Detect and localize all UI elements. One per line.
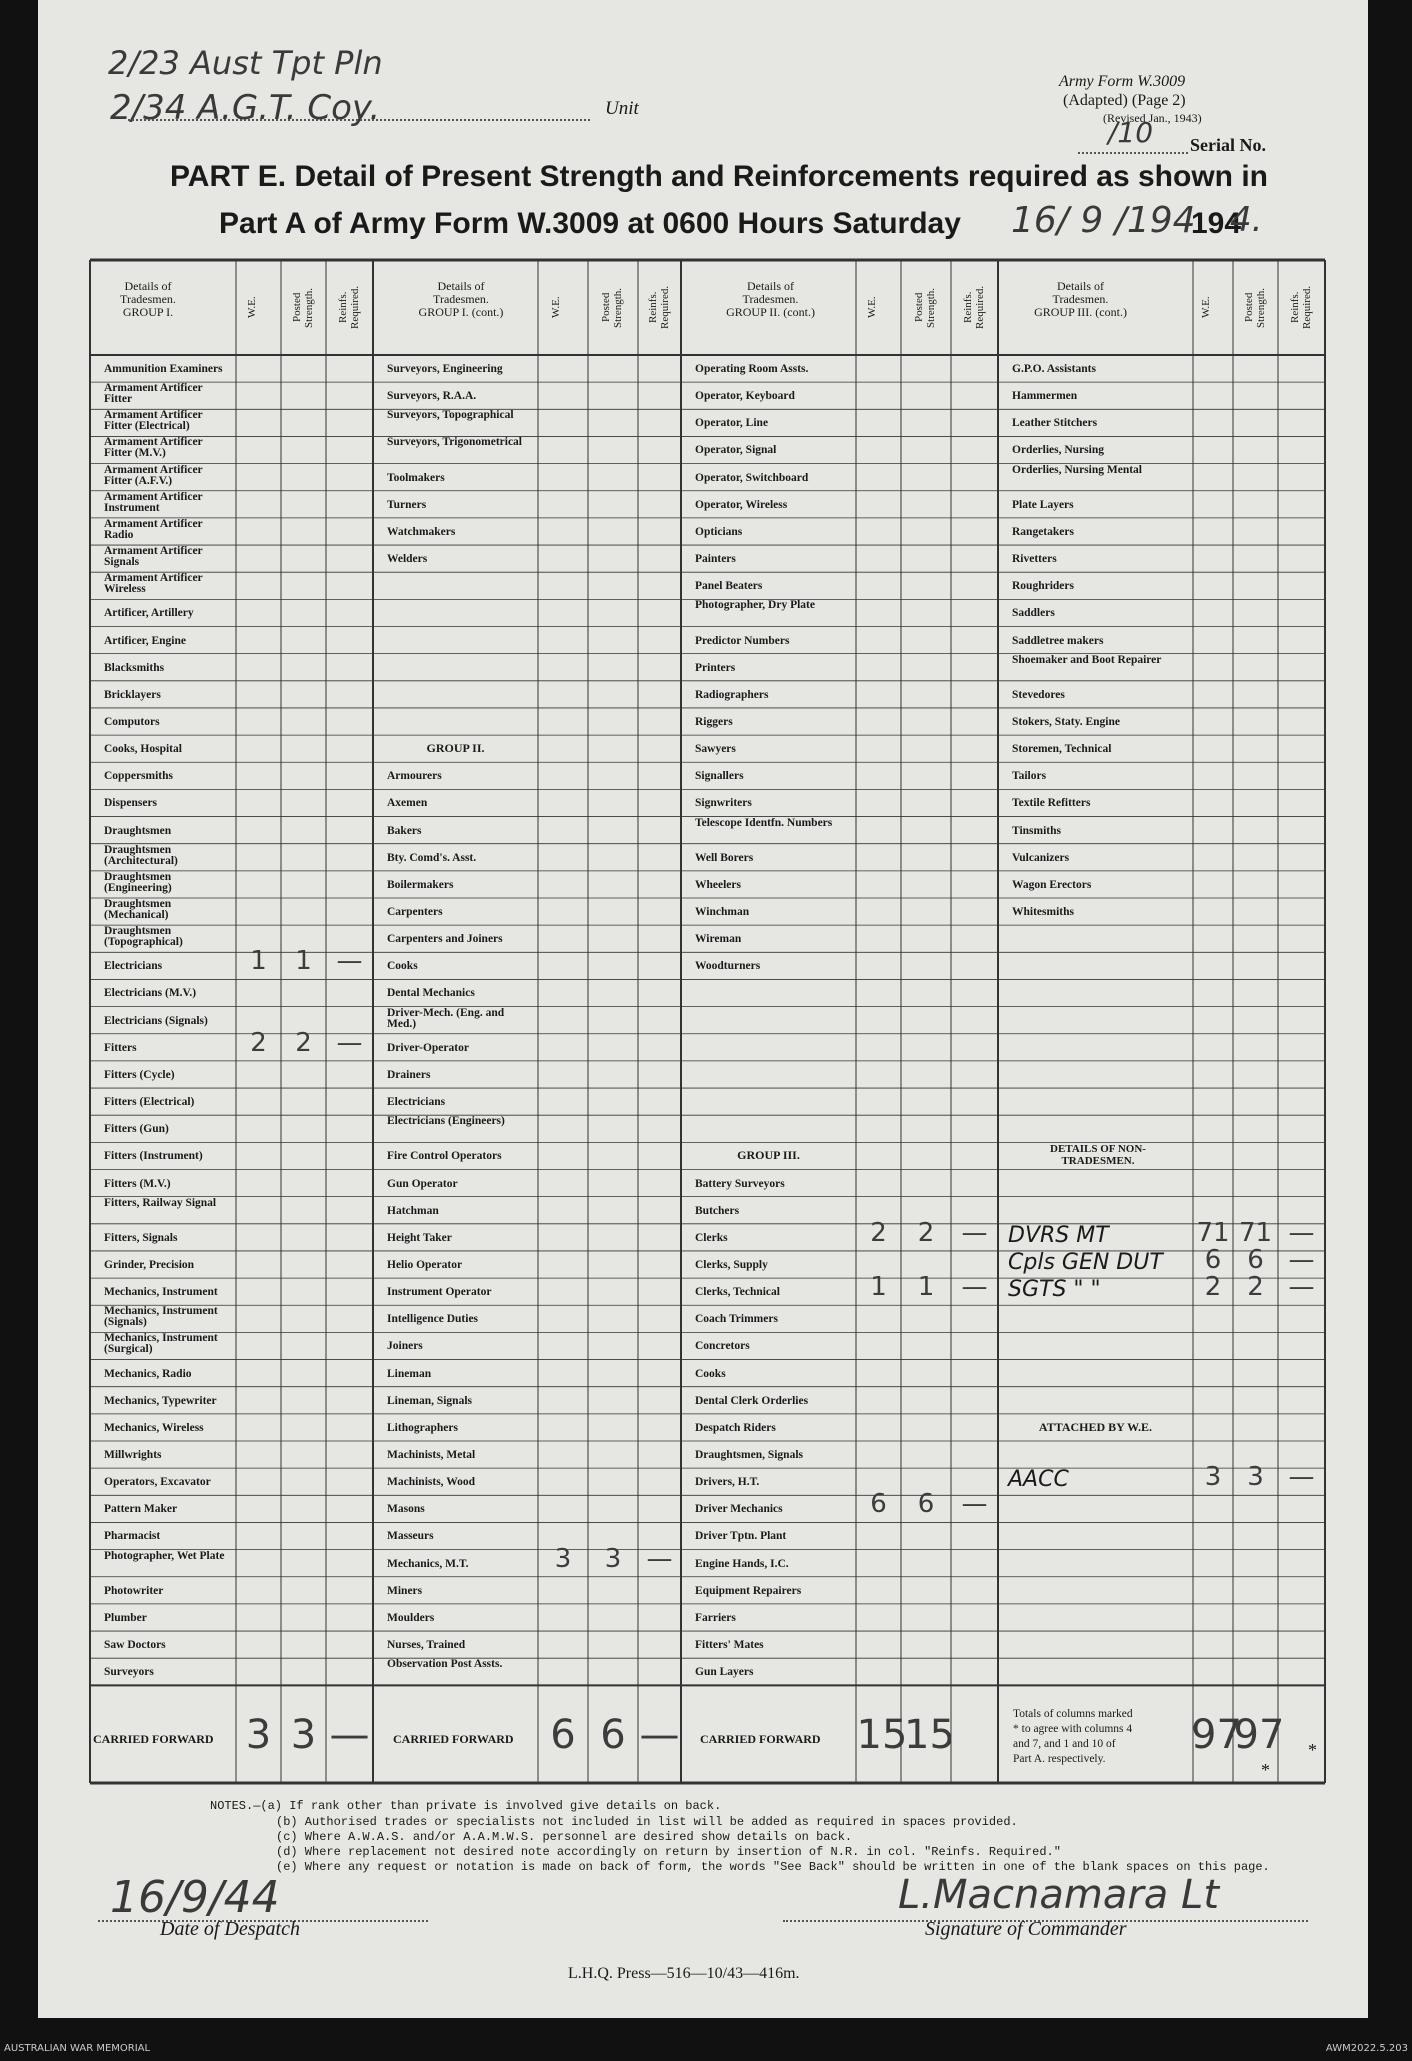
entry-value: 6 [1247, 1244, 1264, 1275]
title-line-1: PART E. Detail of Present Strength and Reinforcements required as shown in [170, 160, 1268, 193]
row-label-group-2-cont: Photographer, Dry Plate [695, 600, 815, 612]
despatch-date-handwriting: 16/9/44 [110, 1872, 280, 1923]
row-label-group-3-cont: Leather Stitchers [1012, 418, 1098, 430]
row-label-group-2-cont: Telescope Identfn. Numbers [695, 817, 833, 829]
row-label-group-1: Fitters, Railway Signal [104, 1197, 217, 1209]
carried-forward-value: 6 [550, 1712, 576, 1758]
entry-value: — [1288, 1244, 1315, 1275]
asterisk-2: * [1308, 1740, 1317, 1760]
row-label-group-1: Artificer, Engine [104, 635, 186, 647]
entry-value: 6 [870, 1489, 887, 1520]
header-posted-g3: Posted Strength. [913, 287, 937, 328]
row-label-group-1: Photographer, Wet Plate [104, 1550, 225, 1562]
row-label-group-2-cont: Woodturners [695, 961, 761, 973]
row-label-group-2-cont: Farriers [695, 1612, 736, 1624]
row-label-group-2-cont: Gun Layers [695, 1667, 754, 1679]
row-label-group-3-cont: Hammermen [1012, 391, 1078, 403]
header-details-group-1: Details of Tradesmen. GROUP I. [120, 279, 176, 319]
row-label-group-1-cont: Bakers [387, 825, 422, 837]
entry-value: 71 [1238, 1217, 1273, 1248]
row-label-group-3-cont: Stokers, Staty. Engine [1012, 716, 1120, 728]
credit-right: AWM2022.5.203 [1325, 2043, 1408, 2054]
form-sheet [38, 0, 1368, 2018]
row-label-group-2-cont: Signallers [695, 771, 744, 783]
row-label-group-1-cont: Surveyors, Engineering [387, 364, 503, 375]
row-label-group-3-cont: DETAILS OF NON-TRADESMEN. [1050, 1143, 1146, 1168]
row-label-group-1: Armament Artificer Wireless [104, 573, 203, 596]
row-label-group-3-cont: Rangetakers [1012, 526, 1074, 538]
row-label-group-1: Armament Artificer Radio [104, 518, 203, 541]
entry-value: — [646, 1543, 673, 1574]
entry-value: 71 [1196, 1217, 1230, 1248]
row-label-group-1: Millwrights [104, 1450, 162, 1461]
entry-value: 1 [870, 1272, 887, 1303]
row-label-group-3-cont: Orderlies, Nursing Mental [1012, 464, 1142, 476]
row-label-group-1: Armament Artificer Fitter [104, 383, 203, 406]
row-label-group-2-cont: Operator, Keyboard [695, 391, 795, 403]
row-label-group-1: Plumber [104, 1612, 147, 1624]
row-label-group-1-cont: Electricians (Engineers) [387, 1116, 505, 1128]
row-label-group-1-cont: Carpenters and Joiners [387, 934, 503, 946]
entry-value: 2 [1247, 1272, 1264, 1303]
entry-value: 1 [295, 946, 312, 977]
total-value: 97 [1233, 1712, 1285, 1758]
row-label-group-1: Draughtsmen (Mechanical) [104, 899, 172, 921]
row-label-group-1-cont: Masseurs [387, 1531, 434, 1543]
carried-forward-value: 6 [600, 1712, 626, 1758]
row-label-group-2-cont: Driver Tptn. Plant [695, 1531, 787, 1543]
row-label-group-1-cont: Driver-Mech. (Eng. and Med.) [387, 1007, 505, 1030]
header-posted-g1: Posted Strength. [290, 287, 315, 328]
row-label-group-1-cont: Electricians [387, 1097, 446, 1109]
row-label-group-1-cont: Driver-Operator [387, 1042, 469, 1054]
row-label-group-2-cont: Painters [695, 554, 736, 566]
row-label-group-1: Draughtsmen (Architectural) [104, 844, 178, 867]
row-label-group-1-cont: Hatchman [387, 1205, 439, 1217]
row-label-group-1-cont: Height Taker [387, 1232, 452, 1244]
row-label-group-2-cont: Predictor Numbers [695, 635, 790, 647]
entry-value: — [1288, 1462, 1315, 1493]
press-imprint: L.H.Q. Press—516—10/43—416m. [568, 1965, 800, 1982]
entry-value: — [961, 1489, 988, 1520]
row-label-group-3-cont: Whitesmiths [1012, 907, 1074, 918]
row-label-group-1-cont: Instrument Operator [387, 1287, 492, 1299]
row-label-group-1-cont: Drainers [387, 1069, 431, 1081]
header-we-g3: W.E. [865, 296, 878, 319]
row-label-group-3-cont: G.P.O. Assistants [1012, 364, 1096, 375]
row-label-group-2-cont: Wheelers [695, 879, 741, 891]
row-label-group-1: Mechanics, Instrument [104, 1287, 218, 1299]
row-label-group-1-cont: Turners [387, 499, 427, 511]
row-label-group-2-cont: Panel Beaters [695, 581, 763, 593]
row-label-group-2-cont: Draughtsmen, Signals [695, 1450, 803, 1461]
header-posted-g4: Posted Strength. [1242, 287, 1267, 328]
carried-forward-label-3: CARRIED FORWARD [700, 1734, 821, 1745]
row-label-group-1: Operators, Excavator [104, 1477, 211, 1489]
row-label-group-1: Draughtsmen (Topographical) [104, 926, 183, 949]
row-label-group-2-cont: Operator, Signal [695, 445, 777, 457]
row-label-group-1-cont: Surveyors, R.A.A. [387, 391, 477, 403]
row-label-group-2-cont: Coach Trimmers [695, 1314, 778, 1326]
header-we-g2: W.E. [550, 296, 562, 319]
row-label-group-3-cont: Shoemaker and Boot Repairer [1012, 654, 1162, 666]
header-details-group-3-cont: Details of Tradesmen. GROUP III. (cont.) [1034, 279, 1127, 319]
row-label-group-1: Computors [104, 716, 160, 728]
entry-value: 1 [917, 1272, 935, 1303]
row-label-group-3-cont: Storemen, Technical [1012, 744, 1112, 756]
header-we-g1: W.E. [245, 296, 258, 319]
row-label-group-3-cont: Stevedores [1012, 689, 1065, 701]
row-label-group-1-cont: Cooks [387, 961, 418, 973]
carried-forward-value: 15 [904, 1712, 955, 1758]
row-label-group-1: Pattern Maker [104, 1504, 178, 1516]
row-label-group-1-cont: Dental Mechanics [387, 988, 475, 1000]
form-adapted: (Adapted) (Page 2) [1063, 92, 1186, 109]
row-label-group-2-cont: Riggers [695, 716, 733, 728]
row-label-group-1: Draughtsmen (Engineering) [104, 871, 172, 894]
row-label-group-1-cont: Axemen [387, 798, 428, 810]
entry-value: — [961, 1272, 988, 1303]
entry-value: 2 [250, 1027, 267, 1058]
row-label-group-1: Coppersmiths [104, 771, 174, 783]
row-label-group-1: Armament Artificer Fitter (Electrical) [104, 410, 203, 433]
row-label-group-1-cont: Surveyors, Topographical [387, 410, 514, 422]
carried-forward-label-1: CARRIED FORWARD [93, 1734, 214, 1745]
row-label-group-1-cont: Joiners [387, 1341, 423, 1353]
note-b: (b) Authorised trades or specialists not included in list will be added as required in spaces provided. [276, 1815, 1018, 1829]
title-year: 194 [1191, 207, 1242, 240]
row-label-group-2-cont: Fitters' Mates [695, 1640, 764, 1652]
row-label-group-1: Saw Doctors [104, 1640, 166, 1652]
row-label-group-1-cont: Watchmakers [387, 526, 456, 538]
row-label-group-3-cont: Rivetters [1012, 554, 1057, 566]
totals-note: Totals of columns marked * to agree with columns 4 and 7, and 1 and 10 of Part A. respectively. [1013, 1708, 1133, 1765]
header-we-g4: W.E. [1200, 296, 1212, 319]
header-reinfs-g3: Reinfs. Required. [961, 285, 986, 330]
despatch-label: Date of Despatch [160, 1918, 300, 1940]
row-label-group-2-cont: Despatch Riders [695, 1422, 776, 1434]
entry-value: — [1288, 1272, 1315, 1303]
row-label-group-3-cont: SGTS " " [1008, 1277, 1101, 1303]
row-label-group-2-cont: Winchman [695, 907, 750, 918]
row-label-group-3-cont: Cpls GEN DUT [1008, 1249, 1163, 1275]
row-label-group-1-cont: Moulders [387, 1612, 435, 1624]
signature-label: Signature of Commander [925, 1918, 1127, 1940]
row-label-group-1: Ammunition Examiners [104, 364, 223, 375]
row-label-group-2-cont: Operator, Switchboard [695, 472, 809, 484]
row-label-group-3-cont: Wagon Erectors [1012, 879, 1092, 891]
entry-value: 2 [295, 1027, 312, 1058]
row-label-group-1: Mechanics, Radio [104, 1368, 192, 1380]
row-label-group-2-cont: Sawyers [695, 744, 736, 756]
row-label-group-3-cont: Orderlies, Nursing [1012, 445, 1104, 457]
row-label-group-1-cont: Intelligence Duties [387, 1314, 479, 1326]
entry-value: 3 [604, 1543, 622, 1574]
row-label-group-1: Mechanics, Typewriter [104, 1395, 217, 1407]
row-label-group-3-cont: Saddletree makers [1012, 635, 1104, 647]
row-label-group-2-cont: Drivers, H.T. [695, 1477, 760, 1489]
row-label-group-3-cont: Tailors [1012, 771, 1047, 783]
row-label-group-1-cont: Masons [387, 1504, 425, 1516]
row-label-group-1: Electricians (Signals) [104, 1015, 208, 1027]
row-label-group-1-cont: Gun Operator [387, 1178, 458, 1190]
row-label-group-1-cont: Lithographers [387, 1422, 458, 1434]
row-label-group-3-cont: Plate Layers [1012, 499, 1074, 511]
row-label-group-1: Cooks, Hospital [104, 744, 182, 756]
entry-value: — [1288, 1217, 1315, 1248]
note-d: (d) Where replacement not desired note accordingly on return by insertion of N.R. in col. "Reinfs. Required." [276, 1845, 1061, 1859]
asterisk-1: * [1261, 1760, 1270, 1780]
row-label-group-1: Pharmacist [104, 1531, 161, 1543]
row-label-group-2-cont: Driver Mechanics [695, 1504, 783, 1516]
row-label-group-1: Electricians [104, 961, 163, 973]
row-label-group-1-cont: Helio Operator [387, 1259, 463, 1271]
row-label-group-3-cont: ATTACHED BY W.E. [1038, 1419, 1153, 1434]
row-label-group-2-cont: Operator, Wireless [695, 499, 788, 511]
header-reinfs-g2: Reinfs. Required. [646, 285, 671, 330]
row-label-group-1-cont: Lineman [387, 1368, 432, 1380]
row-label-group-1-cont: Carpenters [387, 907, 443, 918]
entry-value: 2 [917, 1217, 935, 1248]
row-label-group-1: Fitters (Electrical) [104, 1097, 195, 1109]
row-label-group-1: Fitters [104, 1042, 137, 1054]
row-label-group-1: Armament Artificer Instrument [104, 491, 203, 514]
row-label-group-1-cont: Welders [387, 554, 428, 566]
entry-value: 6 [917, 1489, 935, 1520]
row-label-group-2-cont: Concretors [695, 1341, 750, 1353]
row-label-group-1-cont: Observation Post Assts. [387, 1659, 503, 1671]
row-label-group-2-cont: Dental Clerk Orderlies [695, 1395, 809, 1407]
row-label-group-2-cont: Radiographers [695, 689, 769, 701]
row-label-group-1-cont: Nurses, Trained [387, 1640, 466, 1652]
row-label-group-1: Draughtsmen [104, 825, 172, 837]
header-reinfs-g4: Reinfs. Required. [1288, 285, 1313, 330]
date-handwriting: 16/ 9 /194 [1011, 200, 1196, 241]
row-label-group-1: Photowriter [104, 1585, 164, 1597]
row-label-group-1: Fitters (Cycle) [104, 1069, 175, 1081]
row-label-group-2-cont: Opticians [695, 526, 743, 538]
row-label-group-1: Mechanics, Instrument (Signals) [104, 1306, 218, 1329]
header-posted-g2: Posted Strength. [600, 287, 624, 328]
form-number: Army Form W.3009 [1059, 73, 1186, 90]
credit-left: AUSTRALIAN WAR MEMORIAL [4, 2043, 151, 2054]
row-label-group-3-cont: DVRS MT [1008, 1222, 1109, 1248]
row-label-group-1: Electricians (M.V.) [104, 988, 197, 1000]
unit-label: Unit [605, 98, 639, 119]
entry-value: — [961, 1217, 988, 1248]
entry-value: 3 [1204, 1462, 1222, 1493]
entry-value: — [336, 946, 363, 977]
row-label-group-1-cont: Machinists, Wood [387, 1477, 475, 1489]
row-label-group-3-cont: Vulcanizers [1012, 852, 1070, 864]
entry-value: 3 [554, 1543, 572, 1574]
row-label-group-1: Armament Artificer Fitter (M.V.) [104, 437, 203, 460]
row-label-group-1: Fitters (Gun) [104, 1124, 169, 1136]
row-label-group-1-cont: Machinists, Metal [387, 1450, 476, 1461]
row-label-group-2-cont: Well Borers [695, 852, 754, 864]
row-label-group-1-cont: Mechanics, M.T. [387, 1558, 469, 1570]
row-label-group-1: Mechanics, Wireless [104, 1422, 204, 1434]
title-line-2: Part A of Army Form W.3009 at 0600 Hours Saturday [219, 207, 961, 240]
row-label-group-3-cont: Textile Refitters [1012, 798, 1091, 810]
row-label-group-1: Armament Artificer Signals [104, 546, 203, 569]
row-label-group-2-cont: Wireman [695, 934, 742, 946]
row-label-group-2-cont: Clerks, Supply [695, 1259, 768, 1271]
row-label-group-3-cont: Tinsmiths [1012, 825, 1062, 837]
row-label-group-1-cont: Fire Control Operators [387, 1151, 502, 1163]
serial-label: Serial No. [1190, 135, 1266, 155]
row-label-group-2-cont: Signwriters [695, 798, 752, 810]
row-label-group-2-cont: Battery Surveyors [695, 1178, 785, 1190]
row-label-group-1: Fitters (Instrument) [104, 1151, 203, 1163]
entry-value: 6 [1204, 1244, 1222, 1275]
row-label-group-1: Mechanics, Instrument (Surgical) [104, 1333, 218, 1356]
total-value: 97 [1191, 1712, 1242, 1758]
header-reinfs-g1: Reinfs. Required. [336, 285, 361, 330]
row-label-group-1-cont: Lineman, Signals [387, 1395, 472, 1407]
row-label-group-1: Blacksmiths [104, 662, 165, 674]
row-label-group-1-cont: Armourers [387, 771, 442, 783]
carried-forward-value: — [329, 1712, 370, 1758]
row-label-group-2-cont: GROUP III. [737, 1148, 800, 1163]
year-digit-handwriting: 4. [1230, 200, 1263, 240]
header-details-group-1-cont: Details of Tradesmen. GROUP I. (cont.) [418, 279, 504, 319]
carried-forward-value: 3 [290, 1712, 317, 1758]
row-label-group-3-cont: Saddlers [1012, 608, 1055, 620]
carried-forward-value: 3 [245, 1712, 272, 1758]
row-label-group-2-cont: Operating Room Assts. [695, 364, 809, 375]
row-label-group-2-cont: Clerks [695, 1232, 728, 1244]
row-label-group-2-cont: Clerks, Technical [695, 1287, 780, 1299]
note-c: (c) Where A.W.A.S. and/or A.A.M.W.S. personnel are desired show details on back. [276, 1830, 853, 1844]
form-revised: (Revised Jan., 1943) [1103, 111, 1202, 125]
note-e: (e) Where any request or notation is made on back of form, the words "See Back" should be written in one of the blank spaces on this page. [276, 1860, 1270, 1874]
row-label-group-1: Dispensers [104, 798, 158, 810]
unit-handwriting-1: 2/23 Aust Tpt Pln [108, 44, 383, 82]
header-details-group-2-cont: Details of Tradesmen. GROUP II. (cont.) [726, 279, 815, 319]
signature-handwriting: L.Macnamara Lt [898, 1872, 1219, 1918]
row-label-group-1-cont: Surveyors, Trigonometrical [387, 437, 522, 449]
entry-value: 2 [870, 1217, 887, 1248]
row-label-group-1: Fitters (M.V.) [104, 1178, 171, 1190]
carried-forward-label-2: CARRIED FORWARD [393, 1734, 514, 1745]
unit-handwriting-2: 2/34 A.G.T. Coy. [110, 88, 381, 128]
row-label-group-1: Armament Artificer Fitter (A.F.V.) [104, 464, 203, 487]
entry-value: 1 [250, 946, 267, 977]
row-label-group-2-cont: Printers [695, 662, 736, 674]
row-label-group-2-cont: Equipment Repairers [695, 1585, 802, 1597]
row-label-group-3-cont: Roughriders [1012, 581, 1074, 593]
row-label-group-2-cont: Operator, Line [695, 418, 769, 430]
row-label-group-1: Artificer, Artillery [104, 608, 194, 620]
entry-value: — [336, 1027, 363, 1058]
row-label-group-2-cont: Butchers [695, 1205, 740, 1217]
row-label-group-3-cont: AACC [1008, 1467, 1069, 1493]
row-label-group-1: Bricklayers [104, 689, 161, 701]
entry-value: 3 [1247, 1462, 1264, 1493]
row-label-group-1-cont: Toolmakers [387, 472, 445, 484]
row-label-group-1: Grinder, Precision [104, 1259, 195, 1271]
carried-forward-value: 15 [856, 1712, 908, 1758]
entry-value: 2 [1204, 1272, 1222, 1303]
row-label-group-1: Fitters, Signals [104, 1232, 178, 1244]
row-label-group-1: Surveyors [104, 1667, 154, 1679]
serial-handwriting: /10 [1108, 116, 1154, 149]
carried-forward-value: — [639, 1712, 680, 1758]
row-label-group-2-cont: Cooks [695, 1368, 726, 1380]
row-label-group-1-cont: GROUP II. [426, 741, 485, 756]
row-label-group-1-cont: Boilermakers [387, 879, 454, 891]
row-label-group-2-cont: Engine Hands, I.C. [695, 1558, 789, 1570]
row-label-group-1-cont: Miners [387, 1585, 423, 1597]
row-label-group-1-cont: Bty. Comd's. Asst. [387, 852, 477, 864]
note-a: NOTES.—(a) If rank other than private is involved give details on back. [210, 1799, 722, 1813]
